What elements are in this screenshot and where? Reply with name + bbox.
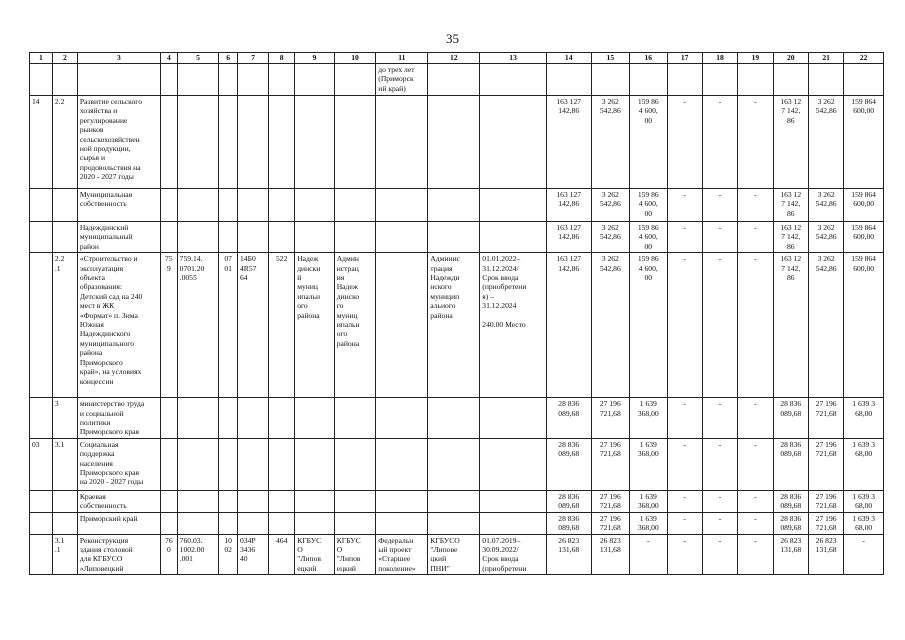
column-header: 1 [30, 53, 53, 64]
table-row [30, 534, 884, 575]
table-row [30, 490, 884, 512]
table-cell [30, 398, 53, 439]
table-cell [161, 222, 178, 253]
table-cell [738, 64, 773, 96]
column-header: 6 [219, 53, 238, 64]
table-cell: 27 196 721,68 [808, 438, 843, 490]
table-cell: 522 [269, 253, 295, 398]
table-cell [428, 438, 480, 490]
column-header: 2 [52, 53, 77, 64]
column-header: 13 [480, 53, 547, 64]
table-cell [376, 398, 428, 439]
table-cell [376, 490, 428, 512]
table-cell: - [702, 490, 737, 512]
table-cell [269, 222, 295, 253]
column-header: 10 [334, 53, 376, 64]
table-cell: 07 01 [219, 253, 238, 398]
table-cell: - [738, 534, 773, 575]
table-cell: 28 836 089,68 [546, 512, 591, 534]
column-header: 17 [667, 53, 702, 64]
table-cell: 034Р 3436 40 [237, 534, 268, 575]
column-header: 3 [77, 53, 160, 64]
table-cell [237, 96, 268, 189]
table-cell [30, 222, 53, 253]
table-cell [269, 438, 295, 490]
table-cell: 14 [30, 96, 53, 189]
table-cell [630, 64, 667, 96]
table-cell: 2.2 .1 [52, 253, 77, 398]
column-header: 16 [630, 53, 667, 64]
table-cell [428, 490, 480, 512]
table-cell: 1 639 3 68,00 [844, 398, 884, 439]
table-cell [269, 490, 295, 512]
table-cell [77, 64, 160, 96]
table-cell: 1 639 368,00 [630, 512, 667, 534]
table-cell [667, 64, 702, 96]
table-cell: 26 823 131,68 [808, 534, 843, 575]
table-cell [546, 64, 591, 96]
table-cell: - [667, 189, 702, 222]
table-cell [480, 398, 547, 439]
table-cell: 3 262 542,86 [591, 96, 629, 189]
table-cell [237, 398, 268, 439]
table-cell [52, 64, 77, 96]
table-cell [161, 398, 178, 439]
table-cell: 464 [269, 534, 295, 575]
table-cell [269, 96, 295, 189]
table-cell: - [702, 512, 737, 534]
table-cell [295, 512, 335, 534]
table-cell: 27 196 721,68 [591, 438, 629, 490]
table-cell: - [630, 534, 667, 575]
table-cell [428, 64, 480, 96]
column-header: 7 [237, 53, 268, 64]
table-cell [177, 189, 219, 222]
table-cell: 760.03. 1002.00 .001 [177, 534, 219, 575]
table-row [30, 253, 884, 398]
table-cell: 27 196 721,68 [808, 490, 843, 512]
table-row [30, 222, 884, 253]
table-cell: Краевая собственность [77, 490, 160, 512]
table-cell [219, 222, 238, 253]
table-cell [269, 189, 295, 222]
table-cell: - [738, 253, 773, 398]
table-cell: - [667, 96, 702, 189]
table-cell [480, 96, 547, 189]
table-cell: Админ истрац ия Надеж динско го муниц ипальн ого района [334, 253, 376, 398]
table-cell: 159 86 4 600, 00 [630, 222, 667, 253]
table-cell: КГБУС О "Липов ецкий [334, 534, 376, 575]
table-cell: 1 639 368,00 [630, 438, 667, 490]
table-cell [52, 189, 77, 222]
table-cell: 26 823 131,68 [591, 534, 629, 575]
table-cell: 159 864 600,00 [844, 253, 884, 398]
table-cell [376, 222, 428, 253]
table-cell: 1 639 3 68,00 [844, 438, 884, 490]
table-cell [428, 189, 480, 222]
table-cell: - [702, 96, 737, 189]
table-cell: 163 127 142,86 [546, 189, 591, 222]
table-cell [334, 64, 376, 96]
table-cell [219, 438, 238, 490]
column-header: 22 [844, 53, 884, 64]
table-cell [480, 438, 547, 490]
table-cell [237, 64, 268, 96]
table-cell [334, 222, 376, 253]
table-cell: 76 0 [161, 534, 178, 575]
table-cell: 3 262 542,86 [808, 96, 843, 189]
page-number: 35 [446, 31, 459, 46]
table-cell [177, 438, 219, 490]
table-cell [177, 398, 219, 439]
table-cell [428, 512, 480, 534]
table-cell: КГБУС О "Липов ецкий [295, 534, 335, 575]
table-cell [177, 512, 219, 534]
table-cell: 1 639 3 68,00 [844, 490, 884, 512]
table-cell [52, 490, 77, 512]
table-cell: 159 86 4 600, 00 [630, 189, 667, 222]
table-row [30, 512, 884, 534]
table-cell: 14Б0 4R57 64 [237, 253, 268, 398]
table-cell [480, 512, 547, 534]
table-cell [219, 490, 238, 512]
table-cell: 1 639 368,00 [630, 398, 667, 439]
table-cell: Реконструкция здания столовой для КГБУСО «Липовецкий [77, 534, 160, 575]
table-cell [334, 189, 376, 222]
table-cell: 159 86 4 600, 00 [630, 96, 667, 189]
table-cell: 3 262 542,86 [591, 253, 629, 398]
table-cell [219, 398, 238, 439]
table-cell: - [702, 398, 737, 439]
table-cell: 3 262 542,86 [808, 189, 843, 222]
table-cell [30, 534, 53, 575]
table-cell: Надеж дински й муниц ипальн ого района [295, 253, 335, 398]
table-cell: - [738, 96, 773, 189]
table-cell [177, 96, 219, 189]
table-cell [269, 398, 295, 439]
column-header: 14 [546, 53, 591, 64]
table-cell [376, 96, 428, 189]
table-cell [480, 222, 547, 253]
table-cell [52, 222, 77, 253]
table-cell [219, 512, 238, 534]
table-cell: - [844, 534, 884, 575]
column-header: 18 [702, 53, 737, 64]
table-cell: - [702, 253, 737, 398]
table-cell: - [738, 490, 773, 512]
table-cell [237, 438, 268, 490]
table-row [30, 64, 884, 96]
table-cell: «Строительство и эксплуатация объекта образования: Детский сад на 240 мест в ЖК «Формат» п. Зима Южная Надеждинского муниципального района Приморского край», на условиях концессии [77, 253, 160, 398]
table-cell [295, 490, 335, 512]
table-cell [269, 512, 295, 534]
table-cell [237, 189, 268, 222]
table-cell [295, 398, 335, 439]
table-cell: - [702, 222, 737, 253]
table-cell: - [667, 534, 702, 575]
table-cell [428, 222, 480, 253]
table-cell [428, 398, 480, 439]
table-cell: 28 836 089,68 [773, 490, 808, 512]
table-cell: - [702, 534, 737, 575]
table-cell [808, 64, 843, 96]
table-cell [334, 490, 376, 512]
table-cell [237, 490, 268, 512]
table-cell: 163 127 142,86 [546, 253, 591, 398]
table-cell [30, 64, 53, 96]
table-cell: министерство труда и социальной политики Приморского края [77, 398, 160, 439]
table-cell [161, 96, 178, 189]
table-cell: 1 639 3 68,00 [844, 512, 884, 534]
table-cell [428, 96, 480, 189]
table-cell [161, 512, 178, 534]
table-cell: 01.01.2022– 31.12.2024/ Срок ввода (приобретени я) – 31.12.2024 240.00 Место [480, 253, 547, 398]
table-cell: 3 262 542,86 [591, 189, 629, 222]
table-cell [219, 64, 238, 96]
table-cell: КГБУСО "Липове цкий ПНИ" [428, 534, 480, 575]
column-header: 4 [161, 53, 178, 64]
table-row [30, 398, 884, 439]
table-cell [844, 64, 884, 96]
table-row [30, 96, 884, 189]
table-cell: - [667, 512, 702, 534]
table-cell: Приморский край [77, 512, 160, 534]
table-cell [334, 512, 376, 534]
table-cell [237, 222, 268, 253]
table-cell: 163 12 7 142, 86 [773, 253, 808, 398]
table-cell: Развитие сельского хозяйства и регулирование рынков сельскохозяйствен ной продукции, сырья и продовольствия на 2020 - 2027 годы [77, 96, 160, 189]
table-cell [161, 64, 178, 96]
table-cell: 163 127 142,86 [546, 96, 591, 189]
table-cell [376, 253, 428, 398]
table-cell [269, 64, 295, 96]
table-cell: 28 836 089,68 [773, 438, 808, 490]
budget-table [29, 52, 884, 575]
table-cell: 27 196 721,68 [591, 512, 629, 534]
table-cell: - [738, 398, 773, 439]
table-cell: 10 02 [219, 534, 238, 575]
table-cell: 159 86 4 600, 00 [630, 253, 667, 398]
table-row [30, 189, 884, 222]
table-cell [30, 490, 53, 512]
table-cell [295, 64, 335, 96]
table-cell: 3.1 [52, 438, 77, 490]
table-cell: 2.2 [52, 96, 77, 189]
table-cell [376, 189, 428, 222]
table-cell: Надеждинский муниципальный район [77, 222, 160, 253]
column-header: 15 [591, 53, 629, 64]
table-cell: Социальная поддержка населения Приморского края на 2020 - 2027 годы [77, 438, 160, 490]
table-cell: 28 836 089,68 [546, 398, 591, 439]
table-cell: 27 196 721,68 [808, 512, 843, 534]
column-header: 20 [773, 53, 808, 64]
table-header-row [30, 53, 884, 64]
table-cell: 26 823 131,68 [773, 534, 808, 575]
table-cell: - [738, 222, 773, 253]
table-cell: 163 12 7 142, 86 [773, 189, 808, 222]
table-cell: 159 864 600,00 [844, 189, 884, 222]
table-cell [177, 64, 219, 96]
table-cell: 27 196 721,68 [808, 398, 843, 439]
table-cell [30, 189, 53, 222]
table-cell: 28 836 089,68 [546, 438, 591, 490]
table-cell: 163 127 142,86 [546, 222, 591, 253]
table-cell [161, 189, 178, 222]
table-cell: - [702, 189, 737, 222]
table-cell: 3 262 542,86 [591, 222, 629, 253]
table-cell: - [667, 438, 702, 490]
column-header: 9 [295, 53, 335, 64]
table-cell [177, 222, 219, 253]
table-cell: 759.14. 0701.20 .0055 [177, 253, 219, 398]
table-cell [295, 222, 335, 253]
table-cell: - [702, 438, 737, 490]
table-cell: 3.1 .1 [52, 534, 77, 575]
table-cell [52, 512, 77, 534]
table-cell: - [667, 398, 702, 439]
table-cell: 27 196 721,68 [591, 398, 629, 439]
table-row [30, 438, 884, 490]
table-cell [295, 438, 335, 490]
table-cell [773, 64, 808, 96]
table-cell [219, 189, 238, 222]
table-cell [219, 96, 238, 189]
column-header: 11 [376, 53, 428, 64]
table-cell [177, 490, 219, 512]
table-cell: Муниципальная собственность [77, 189, 160, 222]
column-header: 5 [177, 53, 219, 64]
table-cell: - [667, 490, 702, 512]
table-cell: 159 864 600,00 [844, 222, 884, 253]
table-cell: - [667, 222, 702, 253]
table-cell: - [667, 253, 702, 398]
table-cell: 03 [30, 438, 53, 490]
table-cell [295, 189, 335, 222]
table-cell: 3 262 542,86 [808, 222, 843, 253]
table-cell [30, 253, 53, 398]
table-cell [30, 512, 53, 534]
table-cell: Админис трация Надежди нского муницип ального района [428, 253, 480, 398]
table-cell: до трех лет (Приморск ий край) [376, 64, 428, 96]
table-cell [702, 64, 737, 96]
table-cell [161, 490, 178, 512]
table-cell: Федеральн ый проект «Старшее поколение» [376, 534, 428, 575]
table-cell: 28 836 089,68 [773, 398, 808, 439]
table-cell [376, 512, 428, 534]
column-header: 8 [269, 53, 295, 64]
table-cell: 159 864 600,00 [844, 96, 884, 189]
table-cell: 3 [52, 398, 77, 439]
table-cell [161, 438, 178, 490]
table-cell [334, 96, 376, 189]
table-cell: 26 823 131,68 [546, 534, 591, 575]
table-cell: 75 9 [161, 253, 178, 398]
table-cell [480, 189, 547, 222]
column-header: 12 [428, 53, 480, 64]
table-cell: - [738, 189, 773, 222]
table-cell: 163 12 7 142, 86 [773, 96, 808, 189]
table-cell [237, 512, 268, 534]
table-cell: 28 836 089,68 [773, 512, 808, 534]
table-cell [480, 64, 547, 96]
table-cell: - [738, 438, 773, 490]
table-cell: 01.07.2019– 30.09.2022/ Срок ввода (приобретени [480, 534, 547, 575]
table-cell: 163 12 7 142, 86 [773, 222, 808, 253]
table-cell: 28 836 089,68 [546, 490, 591, 512]
table-cell [334, 438, 376, 490]
table-cell [295, 96, 335, 189]
table-cell: 27 196 721,68 [591, 490, 629, 512]
column-header: 21 [808, 53, 843, 64]
table-cell [591, 64, 629, 96]
table-cell [376, 438, 428, 490]
table-cell: 3 262 542,86 [808, 253, 843, 398]
table-cell: - [738, 512, 773, 534]
column-header: 19 [738, 53, 773, 64]
table-cell [480, 490, 547, 512]
table-cell: 1 639 368,00 [630, 490, 667, 512]
table-cell [334, 398, 376, 439]
